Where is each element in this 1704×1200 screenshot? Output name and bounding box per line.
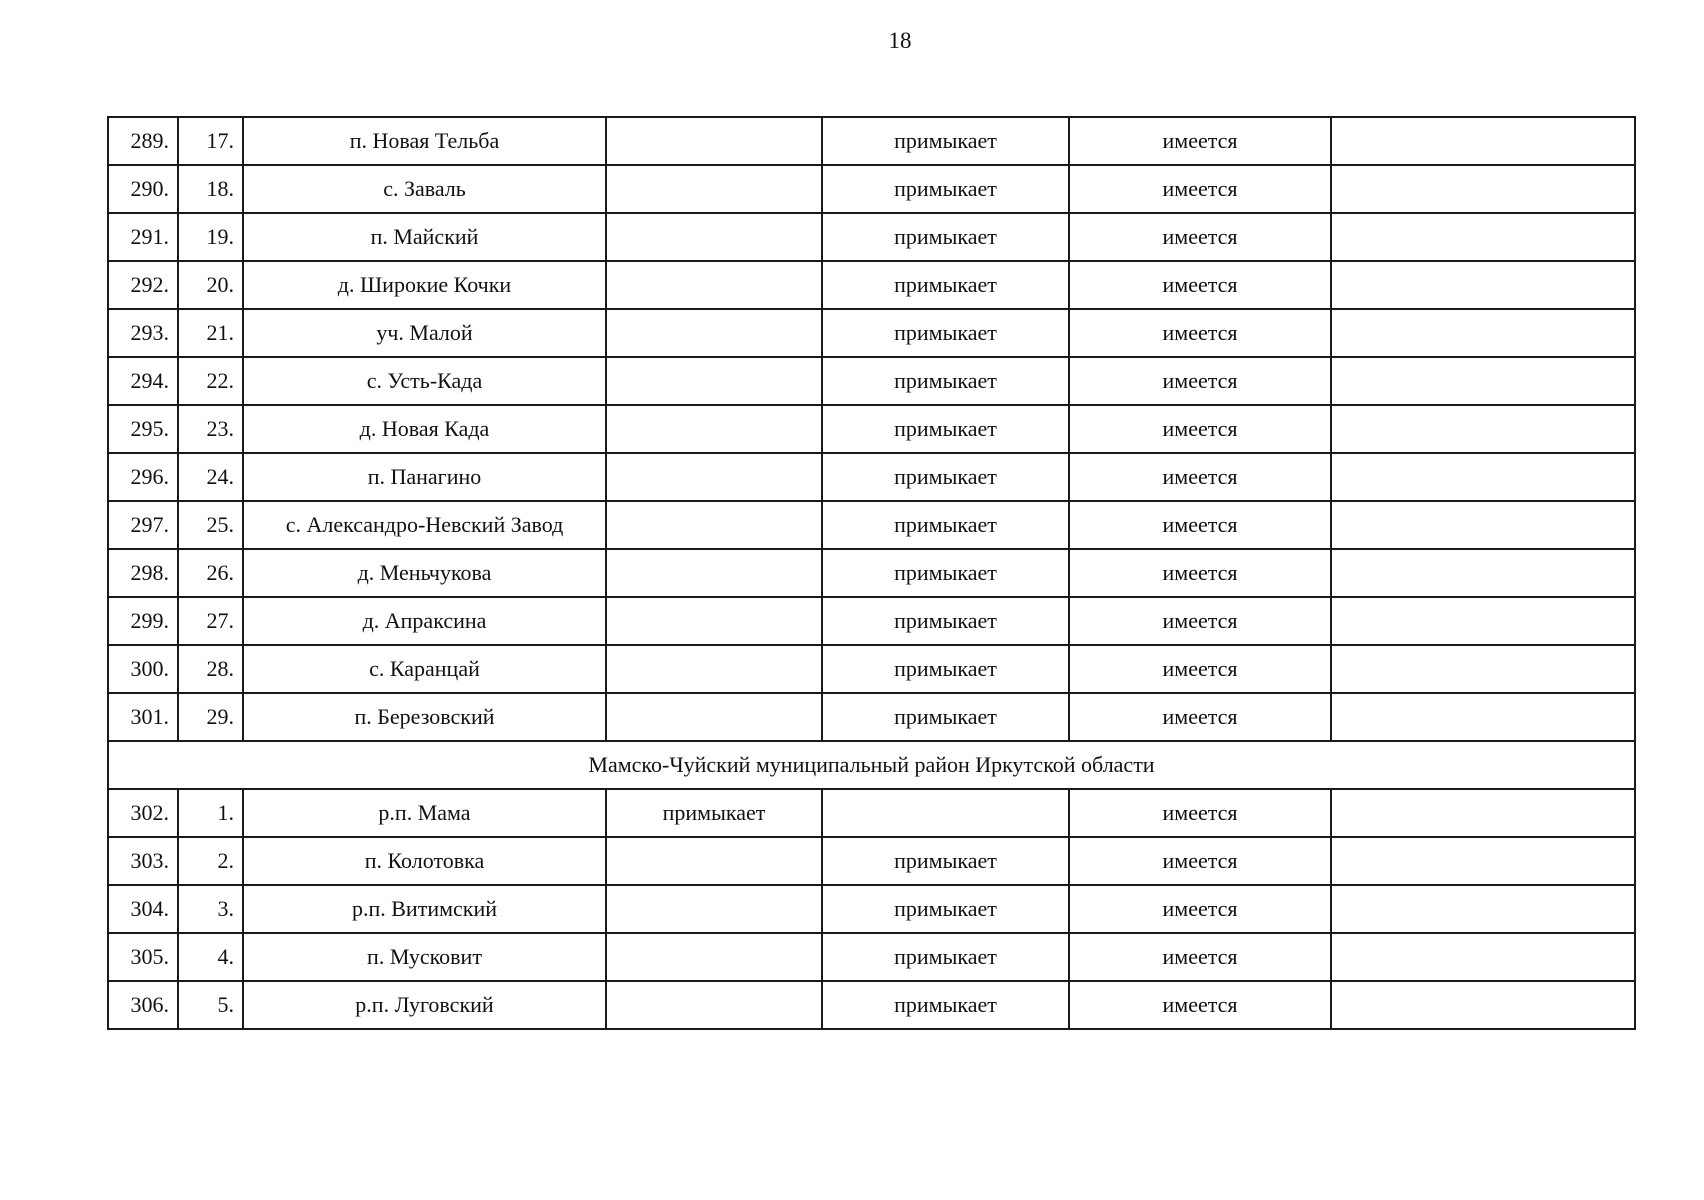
- sub-number-cell: 5.: [178, 981, 243, 1029]
- row-number-cell: 295.: [108, 405, 178, 453]
- column-4-cell: [606, 117, 822, 165]
- section-title: Мамско-Чуйский муниципальный район Иркутской области: [108, 741, 1635, 789]
- table-row: [108, 213, 1635, 261]
- column-7-cell: [1331, 309, 1635, 357]
- column-7-cell: [1331, 645, 1635, 693]
- sub-number-cell: 4.: [178, 933, 243, 981]
- column-5-cell: примыкает: [822, 453, 1069, 501]
- settlement-name-cell: д. Широкие Кочки: [243, 261, 606, 309]
- settlement-name-cell: д. Новая Када: [243, 405, 606, 453]
- sub-number-cell: 21.: [178, 309, 243, 357]
- table-row: [108, 597, 1635, 645]
- column-4-cell: [606, 885, 822, 933]
- column-6-cell: имеется: [1069, 645, 1331, 693]
- column-4-cell: [606, 261, 822, 309]
- column-5-cell: примыкает: [822, 405, 1069, 453]
- column-7-cell: [1331, 789, 1635, 837]
- column-6-cell: имеется: [1069, 261, 1331, 309]
- table-row: [108, 501, 1635, 549]
- column-4-cell: [606, 453, 822, 501]
- column-5-cell: примыкает: [822, 645, 1069, 693]
- column-6-cell: имеется: [1069, 789, 1331, 837]
- column-5-cell: примыкает: [822, 501, 1069, 549]
- row-number-cell: 301.: [108, 693, 178, 741]
- column-5-cell: примыкает: [822, 357, 1069, 405]
- column-7-cell: [1331, 357, 1635, 405]
- settlement-name-cell: р.п. Витимский: [243, 885, 606, 933]
- sub-number-cell: 25.: [178, 501, 243, 549]
- sub-number-cell: 23.: [178, 405, 243, 453]
- column-6-cell: имеется: [1069, 405, 1331, 453]
- column-4-cell: [606, 165, 822, 213]
- column-7-cell: [1331, 117, 1635, 165]
- table-row: [108, 645, 1635, 693]
- column-5-cell: примыкает: [822, 213, 1069, 261]
- sub-number-cell: 3.: [178, 885, 243, 933]
- column-6-cell: имеется: [1069, 549, 1331, 597]
- settlement-name-cell: уч. Малой: [243, 309, 606, 357]
- settlement-name-cell: п. Новая Тельба: [243, 117, 606, 165]
- table-row: [108, 693, 1635, 741]
- column-6-cell: имеется: [1069, 357, 1331, 405]
- table-body-top: [108, 117, 1635, 741]
- column-7-cell: [1331, 597, 1635, 645]
- settlement-name-cell: д. Апраксина: [243, 597, 606, 645]
- column-4-cell: [606, 933, 822, 981]
- settlement-name-cell: с. Заваль: [243, 165, 606, 213]
- column-6-cell: имеется: [1069, 693, 1331, 741]
- table-row: [108, 165, 1635, 213]
- column-7-cell: [1331, 405, 1635, 453]
- table-body-bottom: [108, 789, 1635, 1029]
- column-7-cell: [1331, 981, 1635, 1029]
- row-number-cell: 303.: [108, 837, 178, 885]
- table-section: [108, 741, 1635, 789]
- column-6-cell: имеется: [1069, 117, 1331, 165]
- sub-number-cell: 2.: [178, 837, 243, 885]
- column-6-cell: имеется: [1069, 933, 1331, 981]
- row-number-cell: 304.: [108, 885, 178, 933]
- row-number-cell: 296.: [108, 453, 178, 501]
- column-7-cell: [1331, 885, 1635, 933]
- row-number-cell: 292.: [108, 261, 178, 309]
- section-row: [108, 741, 1635, 789]
- table-row: [108, 549, 1635, 597]
- sub-number-cell: 29.: [178, 693, 243, 741]
- column-7-cell: [1331, 501, 1635, 549]
- column-4-cell: [606, 981, 822, 1029]
- column-5-cell: примыкает: [822, 693, 1069, 741]
- column-6-cell: имеется: [1069, 501, 1331, 549]
- row-number-cell: 291.: [108, 213, 178, 261]
- column-4-cell: [606, 645, 822, 693]
- column-5-cell: примыкает: [822, 117, 1069, 165]
- settlement-name-cell: п. Колотовка: [243, 837, 606, 885]
- table-row: [108, 981, 1635, 1029]
- column-6-cell: имеется: [1069, 453, 1331, 501]
- sub-number-cell: 28.: [178, 645, 243, 693]
- row-number-cell: 306.: [108, 981, 178, 1029]
- column-6-cell: имеется: [1069, 885, 1331, 933]
- column-5-cell: примыкает: [822, 309, 1069, 357]
- column-7-cell: [1331, 693, 1635, 741]
- settlement-name-cell: с. Усть-Када: [243, 357, 606, 405]
- row-number-cell: 294.: [108, 357, 178, 405]
- row-number-cell: 305.: [108, 933, 178, 981]
- sub-number-cell: 27.: [178, 597, 243, 645]
- table-row: [108, 309, 1635, 357]
- column-6-cell: имеется: [1069, 213, 1331, 261]
- settlement-name-cell: п. Мусковит: [243, 933, 606, 981]
- row-number-cell: 293.: [108, 309, 178, 357]
- column-5-cell: примыкает: [822, 261, 1069, 309]
- column-4-cell: примыкает: [606, 789, 822, 837]
- sub-number-cell: 20.: [178, 261, 243, 309]
- column-6-cell: имеется: [1069, 981, 1331, 1029]
- column-4-cell: [606, 405, 822, 453]
- row-number-cell: 289.: [108, 117, 178, 165]
- column-4-cell: [606, 549, 822, 597]
- column-4-cell: [606, 693, 822, 741]
- settlement-name-cell: с. Александро-Невский Завод: [243, 501, 606, 549]
- sub-number-cell: 19.: [178, 213, 243, 261]
- column-5-cell: примыкает: [822, 837, 1069, 885]
- table-row: [108, 261, 1635, 309]
- column-4-cell: [606, 309, 822, 357]
- settlement-name-cell: п. Березовский: [243, 693, 606, 741]
- column-6-cell: имеется: [1069, 309, 1331, 357]
- column-7-cell: [1331, 261, 1635, 309]
- page-number: 18: [888, 28, 912, 53]
- sub-number-cell: 22.: [178, 357, 243, 405]
- table-row: [108, 789, 1635, 837]
- table-row: [108, 405, 1635, 453]
- sub-number-cell: 17.: [178, 117, 243, 165]
- table-row: [108, 933, 1635, 981]
- row-number-cell: 297.: [108, 501, 178, 549]
- column-4-cell: [606, 597, 822, 645]
- settlements-table: [107, 116, 1636, 1030]
- row-number-cell: 290.: [108, 165, 178, 213]
- row-number-cell: 302.: [108, 789, 178, 837]
- column-5-cell: примыкает: [822, 933, 1069, 981]
- row-number-cell: 299.: [108, 597, 178, 645]
- column-7-cell: [1331, 453, 1635, 501]
- column-5-cell: примыкает: [822, 549, 1069, 597]
- sub-number-cell: 1.: [178, 789, 243, 837]
- settlement-name-cell: п. Майский: [243, 213, 606, 261]
- column-7-cell: [1331, 165, 1635, 213]
- column-4-cell: [606, 213, 822, 261]
- column-4-cell: [606, 501, 822, 549]
- column-7-cell: [1331, 933, 1635, 981]
- table-row: [108, 885, 1635, 933]
- settlement-name-cell: р.п. Луговский: [243, 981, 606, 1029]
- row-number-cell: 298.: [108, 549, 178, 597]
- column-5-cell: примыкает: [822, 597, 1069, 645]
- column-5-cell: примыкает: [822, 981, 1069, 1029]
- settlement-name-cell: п. Панагино: [243, 453, 606, 501]
- table-row: [108, 117, 1635, 165]
- column-7-cell: [1331, 213, 1635, 261]
- sub-number-cell: 26.: [178, 549, 243, 597]
- table-row: [108, 453, 1635, 501]
- column-4-cell: [606, 357, 822, 405]
- settlement-name-cell: р.п. Мама: [243, 789, 606, 837]
- column-6-cell: имеется: [1069, 165, 1331, 213]
- column-6-cell: имеется: [1069, 597, 1331, 645]
- settlement-name-cell: с. Каранцай: [243, 645, 606, 693]
- column-5-cell: примыкает: [822, 165, 1069, 213]
- row-number-cell: 300.: [108, 645, 178, 693]
- column-7-cell: [1331, 549, 1635, 597]
- table-row: [108, 357, 1635, 405]
- sub-number-cell: 18.: [178, 165, 243, 213]
- column-5-cell: [822, 789, 1069, 837]
- column-5-cell: примыкает: [822, 885, 1069, 933]
- table-row: [108, 837, 1635, 885]
- column-4-cell: [606, 837, 822, 885]
- settlement-name-cell: д. Меньчукова: [243, 549, 606, 597]
- column-6-cell: имеется: [1069, 837, 1331, 885]
- sub-number-cell: 24.: [178, 453, 243, 501]
- column-7-cell: [1331, 837, 1635, 885]
